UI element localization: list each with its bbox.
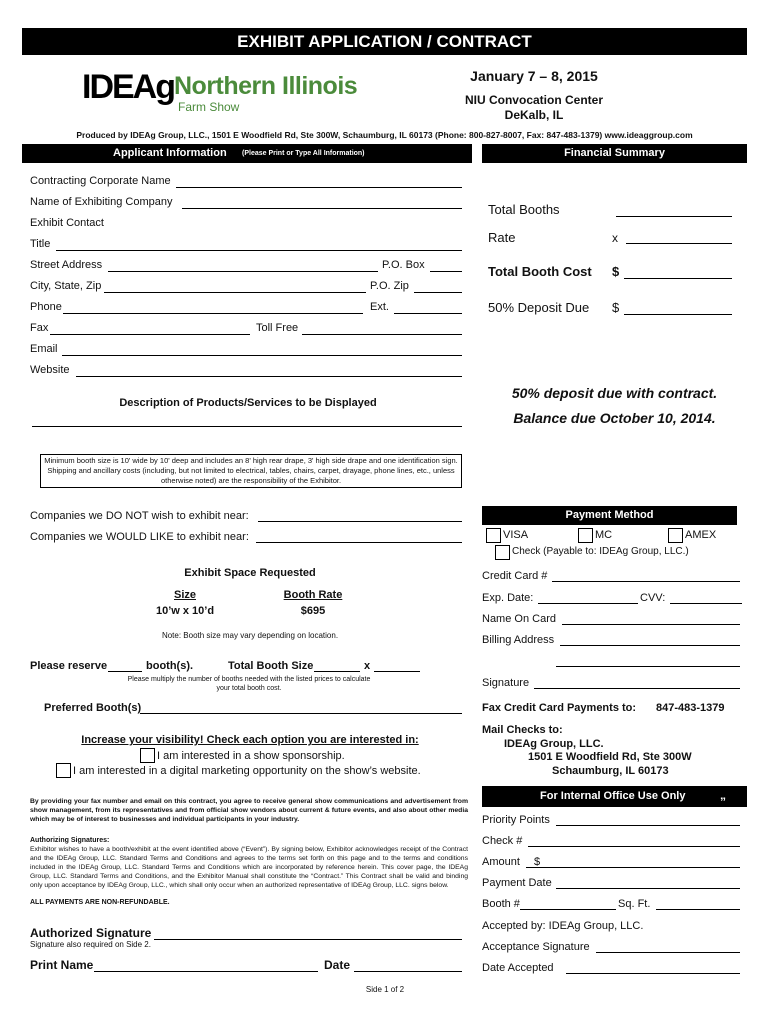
- phone-label: Phone: [30, 301, 62, 313]
- authorized-signature-field[interactable]: [154, 939, 462, 940]
- fax-payments-number: 847-483-1379: [656, 702, 725, 714]
- total-booth-cost-field[interactable]: [624, 278, 732, 279]
- deposit-note: 50% deposit due with contract.: [511, 385, 718, 401]
- sq-ft-label: Sq. Ft.: [618, 898, 651, 910]
- total-booth-size-field-2[interactable]: [374, 671, 420, 672]
- payment-date-field[interactable]: [556, 888, 740, 889]
- fax-payments-label: Fax Credit Card Payments to:: [482, 702, 637, 714]
- not-near-label: Companies we DO NOT wish to exhibit near:: [30, 510, 249, 522]
- website-label: Website: [30, 364, 70, 376]
- exp-date-field[interactable]: [538, 603, 638, 604]
- amex-label: AMEX: [685, 529, 717, 541]
- booth-number-field[interactable]: [520, 909, 616, 910]
- mail-line-2: 1501 E Woodfield Rd, Ste 300W: [528, 751, 692, 763]
- space-heading: Exhibit Space Requested: [184, 567, 316, 579]
- date-label: Date: [324, 958, 351, 972]
- event-city: DeKalb, IL: [504, 108, 564, 122]
- logo-sub-text: Farm Show: [178, 100, 240, 114]
- multiply-note: Please multiply the number of booths needed with the listed prices to calculate your total booth cost.: [127, 676, 371, 692]
- cvv-field[interactable]: [670, 603, 742, 604]
- toll-free-field[interactable]: [302, 334, 462, 335]
- accepted-by-label: Accepted by: IDEAg Group, LLC.: [482, 920, 644, 932]
- payment-signature-label: Signature: [482, 677, 530, 689]
- date-field[interactable]: [354, 971, 462, 972]
- office-use-heading: For Internal Office Use Only: [540, 790, 686, 802]
- exhibiting-company-field[interactable]: [182, 208, 462, 209]
- print-name-label: Print Name: [30, 958, 94, 972]
- authorized-signature-label: Authorized Signature: [30, 926, 152, 940]
- rate-x-label: x: [612, 231, 618, 245]
- street-address-label: Street Address: [30, 259, 103, 271]
- corporate-name-field[interactable]: [176, 187, 462, 188]
- rate-field[interactable]: [626, 243, 732, 244]
- amex-checkbox[interactable]: [668, 528, 683, 543]
- deposit-label: 50% Deposit Due: [488, 300, 590, 315]
- size-label: Size: [173, 589, 196, 601]
- deposit-dollar: $: [612, 300, 620, 315]
- toll-free-label: Toll Free: [256, 322, 299, 334]
- financial-summary-bar: [482, 144, 747, 163]
- card-number-label: Credit Card #: [482, 570, 548, 582]
- amount-field[interactable]: [526, 867, 740, 868]
- page-footer: Side 1 of 2: [365, 985, 405, 994]
- near-field[interactable]: [256, 542, 462, 543]
- payment-date-label: Payment Date: [482, 877, 552, 889]
- amount-label: Amount: [482, 856, 520, 868]
- event-venue: NIU Convocation Center: [464, 93, 603, 107]
- event-dates: January 7 – 8, 2015: [470, 68, 598, 84]
- po-zip-field[interactable]: [414, 292, 462, 293]
- booth-note-text: Minimum booth size is 10' wide by 10' deep and includes an 8' high rear drape, 3' high side drape and one identification sign. Shipping and ancillary costs (including, but not limited to electrical, tables, chairs, carpet, drayage, phone lines, etc., unless otherwise noted) are the responsibility of the Exhibitor.: [44, 456, 458, 485]
- title-label: Title: [30, 238, 51, 250]
- check-label: Check (Payable to: IDEAg Group, LLC.): [512, 546, 689, 557]
- preferred-booth-label: Preferred Booth(s): [44, 702, 142, 714]
- city-state-zip-label: City, State, Zip: [30, 280, 102, 292]
- print-name-field[interactable]: [94, 971, 318, 972]
- digital-marketing-label: I am interested in a digital marketing opportunity on the show’s website.: [73, 765, 421, 777]
- amount-dollar: $: [534, 856, 541, 868]
- mail-line-3: Schaumburg, IL 60173: [552, 765, 669, 777]
- priority-points-field[interactable]: [556, 825, 740, 826]
- acceptance-signature-label: Acceptance Signature: [482, 941, 590, 953]
- page-title: EXHIBIT APPLICATION / CONTRACT: [237, 32, 532, 51]
- title-field[interactable]: [56, 250, 462, 251]
- fax-field[interactable]: [50, 334, 250, 335]
- description-field[interactable]: [32, 426, 462, 427]
- city-state-zip-field[interactable]: [104, 292, 366, 293]
- office-use-quote: „: [720, 788, 726, 802]
- acceptance-signature-field[interactable]: [596, 952, 740, 953]
- logo-ideag-text: IDEAg: [82, 68, 174, 106]
- digital-marketing-checkbox[interactable]: [56, 763, 71, 778]
- sq-ft-field[interactable]: [656, 909, 740, 910]
- po-box-label: P.O. Box: [382, 259, 425, 271]
- sponsorship-checkbox[interactable]: [140, 748, 155, 763]
- name-on-card-label: Name On Card: [482, 613, 556, 625]
- website-field[interactable]: [76, 376, 462, 377]
- total-booth-size-label: Total Booth Size: [228, 660, 314, 672]
- not-near-field[interactable]: [258, 521, 462, 522]
- booth-rate-label: Booth Rate: [283, 589, 343, 601]
- check-checkbox[interactable]: [495, 545, 510, 560]
- visa-checkbox[interactable]: [486, 528, 501, 543]
- financial-summary-heading: Financial Summary: [564, 147, 665, 159]
- payment-method-heading: Payment Method: [565, 509, 654, 521]
- mc-label: MC: [595, 529, 613, 541]
- non-refundable-note: ALL PAYMENTS ARE NON-REFUNDABLE.: [30, 899, 170, 906]
- booth-number-label: Booth #: [482, 898, 520, 910]
- date-accepted-label: Date Accepted: [482, 962, 554, 974]
- authorizing-text: Exhibitor wishes to have a booth/exhibit at the event identified above (“Event”). By signing below, Exhibitor acknowledges receipt of the Contract and the IDEAg Group, LLC. Standard Terms and Conditions and agrees to the terms set forth on this page and to the terms and conditions included in the IDEAg Group, LLC. Standard Terms and Conditions which are incorporated by reference herein. This cover page, the IDEAg Group, LLC. Standard Terms and Conditions, and the Exhibitor Manual shall constitute the “Contract.” This Contract shall be valid and binding only upon acceptance by IDEAg Group, LLC., which shall only occur when an authorized representative of IDEAg Group, LLC. signs below.: [30, 846, 468, 889]
- producer-line: Produced by IDEAg Group, LLC., 1501 E Woodfield Rd, Ste 300W, Schaumburg, IL 60173 (Phone: 800-827-8007, Fax: 847-483-1379) www.ideaggroup.com: [76, 130, 693, 140]
- description-label: Description of Products/Services to be Displayed: [119, 397, 377, 409]
- billing-address-field[interactable]: [560, 645, 740, 646]
- po-zip-label: P.O. Zip: [370, 280, 409, 292]
- total-booth-cost-label: Total Booth Cost: [488, 264, 592, 279]
- preferred-booth-field[interactable]: [140, 713, 462, 714]
- mail-line-1: IDEAg Group, LLC.: [504, 738, 604, 750]
- logo-region-text: Northern Illinois: [174, 72, 358, 100]
- exp-date-label: Exp. Date:: [482, 592, 534, 604]
- side2-note: Signature also required on Side 2.: [30, 940, 151, 949]
- total-booths-field[interactable]: [616, 216, 732, 217]
- check-number-label: Check #: [482, 835, 523, 847]
- near-label: Companies we WOULD LIKE to exhibit near:: [30, 531, 249, 543]
- applicant-info-heading: Applicant Information: [113, 147, 227, 159]
- priority-points-label: Priority Points: [482, 814, 550, 826]
- sponsorship-label: I am interested in a show sponsorship.: [157, 750, 345, 762]
- booth-note-box: [40, 454, 462, 488]
- applicant-info-bar: [22, 144, 472, 163]
- balance-note: Balance due October 10, 2014.: [513, 410, 716, 426]
- size-value: 10’w x 10’d: [155, 605, 215, 617]
- payment-method-bar: [482, 506, 737, 525]
- street-address-field[interactable]: [108, 271, 378, 272]
- reserve-label: Please reserve: [30, 660, 108, 672]
- ext-field[interactable]: [394, 313, 462, 314]
- visibility-heading: Increase your visibility! Check each option you are interested in:: [81, 734, 419, 746]
- reserve-count-field[interactable]: [108, 671, 142, 672]
- size-times-label: x: [364, 660, 371, 672]
- card-number-field[interactable]: [552, 581, 740, 582]
- exhibiting-company-label: Name of Exhibiting Company: [30, 196, 173, 208]
- corporate-name-label: Contracting Corporate Name: [30, 175, 171, 187]
- reserve-booths-label: booth(s).: [146, 660, 194, 672]
- email-label: Email: [30, 343, 58, 355]
- total-booth-size-field[interactable]: [314, 671, 360, 672]
- phone-field[interactable]: [63, 313, 363, 314]
- booth-rate-value: $695: [300, 605, 326, 617]
- ext-label: Ext.: [370, 301, 389, 313]
- booth-size-note: Note: Booth size may vary depending on location.: [161, 631, 339, 640]
- exhibit-contact-label: Exhibit Contact: [30, 217, 104, 229]
- name-on-card-field[interactable]: [562, 624, 740, 625]
- check-number-field[interactable]: [528, 846, 740, 847]
- office-use-bar: [482, 786, 747, 807]
- visa-label: VISA: [503, 529, 529, 541]
- cvv-label: CVV:: [640, 592, 666, 604]
- billing-address-field-2[interactable]: [556, 666, 740, 667]
- ideag-logo: [82, 66, 372, 116]
- po-box-field[interactable]: [430, 271, 462, 272]
- authorizing-heading: Authorizing Signatures:: [30, 837, 110, 844]
- title-bar: [22, 28, 747, 55]
- date-accepted-field[interactable]: [566, 973, 740, 974]
- payment-signature-field[interactable]: [534, 688, 740, 689]
- billing-address-label: Billing Address: [482, 634, 555, 646]
- mc-checkbox[interactable]: [578, 528, 593, 543]
- deposit-field[interactable]: [624, 314, 732, 315]
- total-cost-dollar: $: [612, 264, 620, 279]
- mail-checks-heading: Mail Checks to:: [482, 724, 563, 736]
- fax-label: Fax: [30, 322, 49, 334]
- rate-label: Rate: [488, 230, 516, 245]
- email-field[interactable]: [62, 355, 462, 356]
- total-booths-label: Total Booths: [488, 202, 560, 217]
- applicant-info-note: (Please Print or Type All Information): [242, 150, 365, 157]
- consent-text: By providing your fax number and email on this contract, you agree to receive general show communications and advertisement from show management, from its representatives and from official show vendors about current & future events, and also about other media which may be of interest to businesses and individual participants in your industry.: [30, 798, 468, 823]
